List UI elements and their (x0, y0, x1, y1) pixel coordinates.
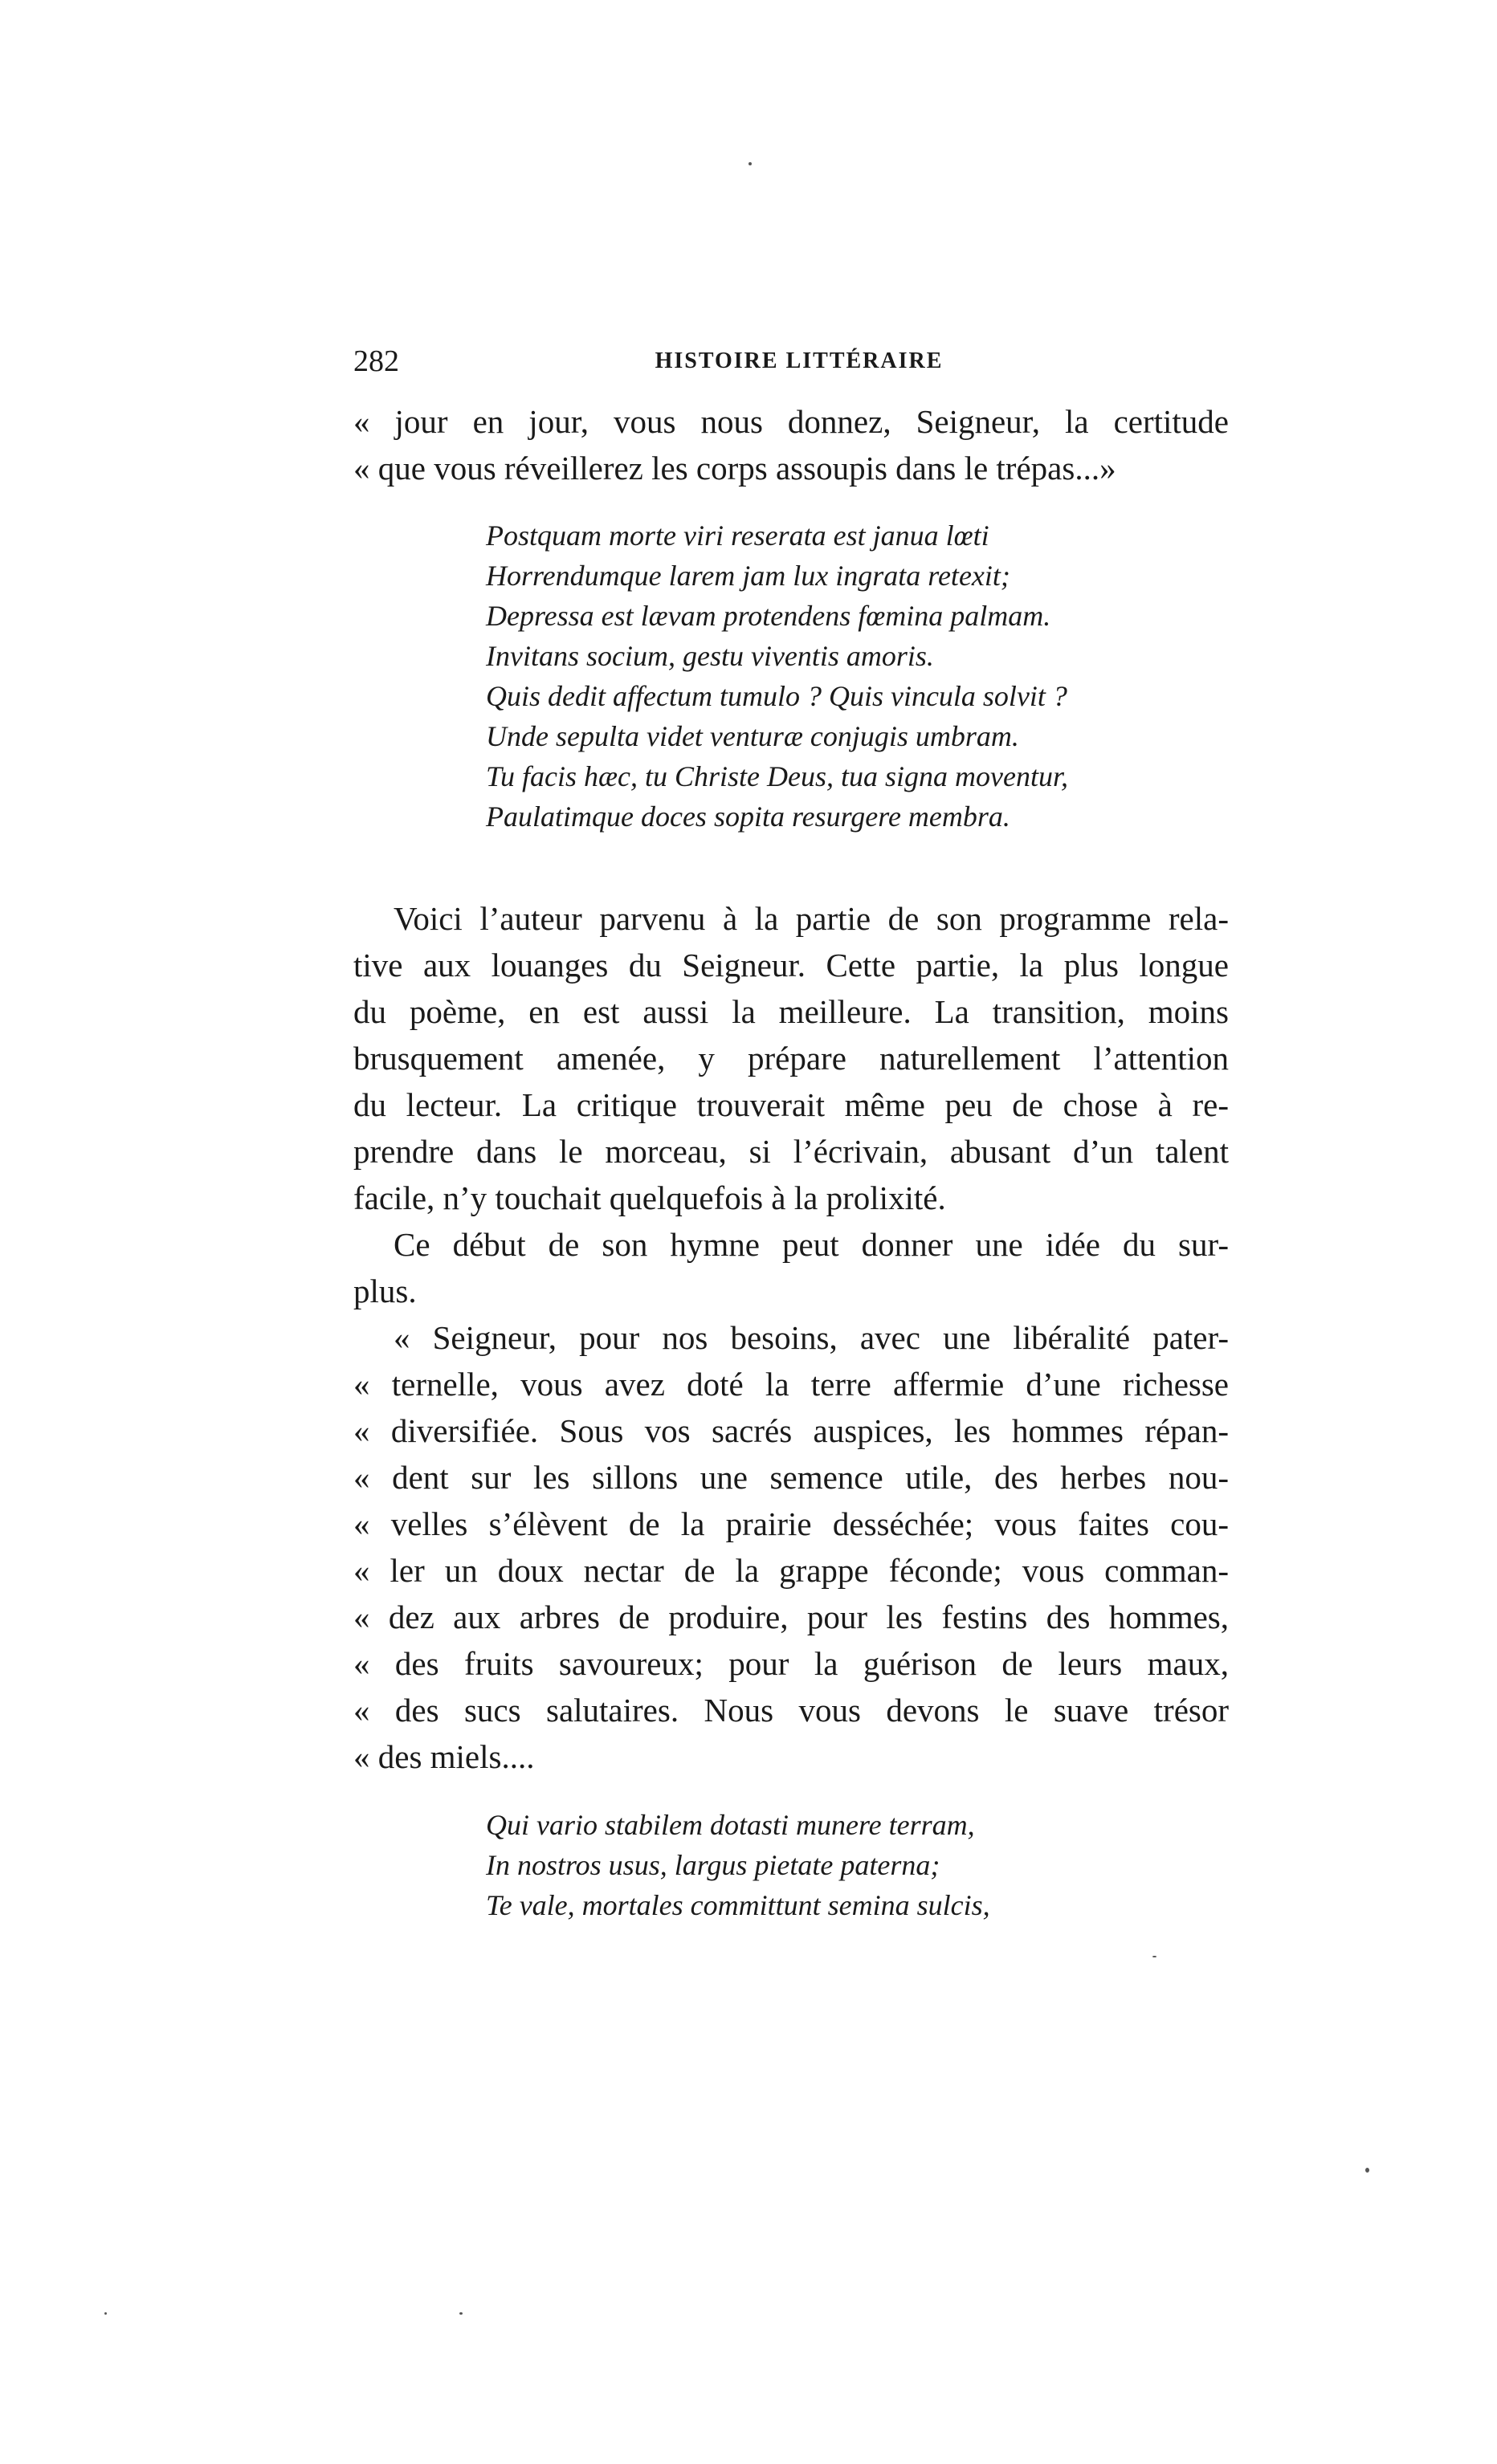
prose-line: « diversifiée. Sous vos sacrés auspices, les hommes répan- (353, 1412, 1229, 1449)
prose-line: brusquement amenée, y prépare naturellement l’attention (353, 1040, 1229, 1077)
prose-line: du lecteur. La critique trouverait même peu de chose à re- (353, 1086, 1229, 1123)
prose-line: « dent sur les sillons une semence utile, des herbes nou- (353, 1459, 1229, 1496)
scan-speck (748, 162, 752, 165)
prose-line: Voici l’auteur parvenu à la partie de son programme rela- (394, 900, 1229, 937)
prose-line: prendre dans le morceau, si l’écrivain, abusant d’un talent (353, 1133, 1229, 1170)
prose-line: « des miels.... (353, 1738, 535, 1775)
prose-line: tive aux louanges du Seigneur. Cette partie, la plus longue (353, 947, 1229, 984)
verse-line: Qui vario stabilem dotasti munere terram, (486, 1809, 975, 1841)
prose-line: « que vous réveillerez les corps assoupis dans le trépas...» (353, 450, 1116, 487)
scan-speck (459, 2312, 463, 2315)
scan-speck (1365, 2168, 1369, 2173)
verse-line: Quis dedit affectum tumulo ? Quis vincula solvit ? (486, 680, 1067, 712)
page-number: 282 (353, 344, 399, 378)
verse-line: Paulatimque doces sopita resurgere membra. (486, 800, 1010, 833)
verse-line: Depressa est lævam protendens fœmina palmam. (486, 600, 1051, 632)
verse-line: Invitans socium, gestu viventis amoris. (486, 640, 934, 672)
verse-line: Te vale, mortales committunt semina sulcis, (486, 1889, 990, 1921)
page-header (353, 337, 1245, 385)
verse-line: In nostros usus, largus pietate paterna; (486, 1849, 940, 1881)
prose-line: « dez aux arbres de produire, pour les festins des hommes, (353, 1599, 1229, 1635)
scan-speck (104, 2312, 107, 2315)
running-head: HISTOIRE LITTÉRAIRE (655, 348, 944, 373)
prose-line: « ternelle, vous avez doté la terre affermie d’une richesse (353, 1366, 1229, 1403)
prose-line: « ler un doux nectar de la grappe féconde; vous comman- (353, 1552, 1229, 1589)
prose-line: Ce début de son hymne peut donner une idée du sur- (394, 1226, 1229, 1263)
verse-line: Postquam morte viri reserata est janua lœti (486, 519, 989, 552)
prose-line: plus. (353, 1273, 417, 1309)
verse-line: Horrendumque larem jam lux ingrata retexit; (486, 560, 1010, 592)
verse-line: Unde sepulta videt venturæ conjugis umbram. (486, 720, 1019, 752)
verse-line: Tu facis hæc, tu Christe Deus, tua signa moventur, (486, 760, 1069, 792)
scan-speck (1152, 1956, 1156, 1957)
prose-line: « des sucs salutaires. Nous vous devons le suave trésor (353, 1692, 1229, 1729)
prose-line: « velles s’élèvent de la prairie desséchée; vous faites cou- (353, 1505, 1229, 1542)
prose-line: « des fruits savoureux; pour la guérison de leurs maux, (353, 1645, 1229, 1682)
prose-line: du poème, en est aussi la meilleure. La transition, moins (353, 993, 1229, 1030)
prose-line: facile, n’y touchait quelquefois à la prolixité. (353, 1179, 946, 1216)
prose-line: « Seigneur, pour nos besoins, avec une libéralité pater- (394, 1319, 1229, 1356)
prose-line: « jour en jour, vous nous donnez, Seigneur, la certitude (353, 403, 1229, 440)
